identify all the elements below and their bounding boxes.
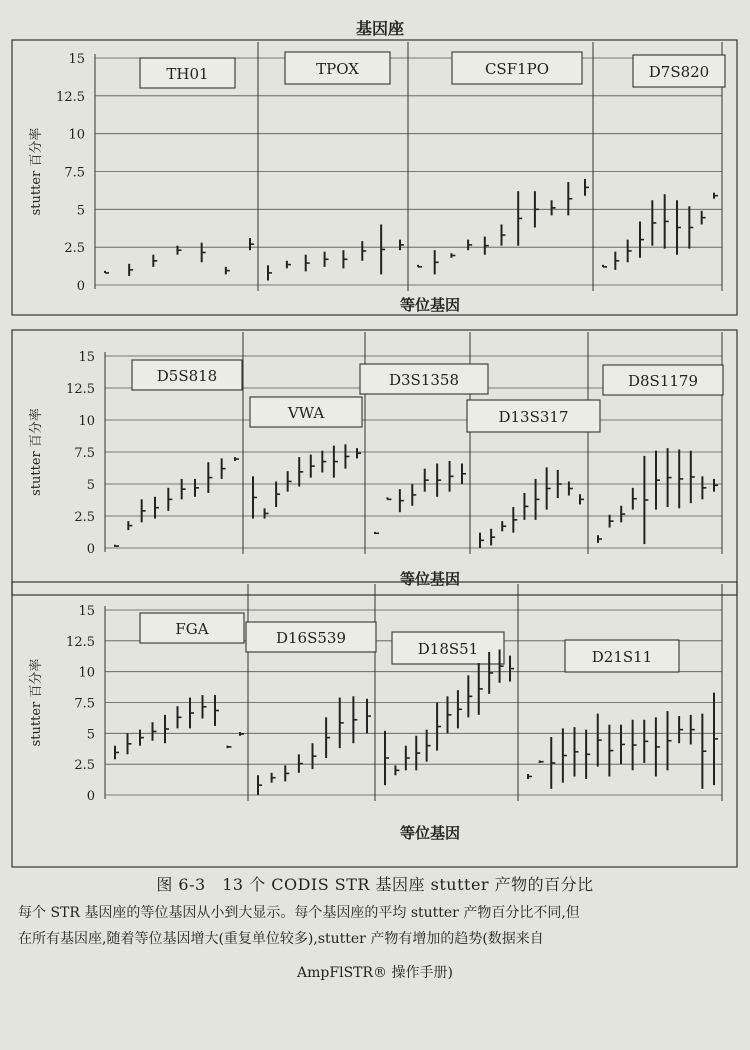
y-tick-label: 0 <box>76 279 85 294</box>
y-tick-label: 12.5 <box>66 382 95 397</box>
y-tick-label: 7.5 <box>74 446 95 461</box>
locus-label: TH01 <box>166 65 209 83</box>
y-tick-label: 5 <box>86 478 95 493</box>
y-tick-label: 10 <box>68 127 85 143</box>
chart-panel-2 <box>12 330 737 595</box>
locus-label: D7S820 <box>648 63 710 81</box>
locus-label: CSF1PO <box>484 60 550 78</box>
y-tick-label: 15 <box>78 604 95 619</box>
y-axis-label: stutter 百分率 <box>29 408 44 496</box>
chart-panel-3 <box>12 582 737 867</box>
locus-label: D21S11 <box>591 648 653 666</box>
y-tick-label: 12.5 <box>66 634 95 650</box>
y-tick-label: 0 <box>86 542 95 557</box>
locus-label: VWA <box>287 404 325 422</box>
y-tick-label: 15 <box>78 350 95 365</box>
y-tick-label: 15 <box>68 52 85 67</box>
locus-label: D13S317 <box>498 408 569 426</box>
y-tick-label: 12.5 <box>56 89 85 105</box>
locus-label: D3S1358 <box>388 371 460 389</box>
y-axis-label: stutter 百分率 <box>29 127 44 216</box>
chart-panel-1 <box>12 19 737 315</box>
y-tick-label: 2.5 <box>74 758 95 774</box>
y-tick-label: 5 <box>76 203 85 219</box>
locus-label: D8S1179 <box>627 372 699 390</box>
figure-caption-line-3: AmpFlSTR® 操作手册) <box>297 965 453 981</box>
x-axis-label: 等位基因 <box>399 296 461 314</box>
y-tick-label: 2.5 <box>64 241 85 257</box>
x-axis-label: 等位基因 <box>399 570 461 588</box>
y-tick-label: 10 <box>78 665 95 681</box>
y-tick-label: 7.5 <box>74 696 95 712</box>
locus-label: D18S51 <box>417 640 479 658</box>
figure-caption-line-1: 每个 STR 基因座的等位基因从小到大显示。每个基因座的平均 stutter 产物百分比不同,但 <box>18 905 580 921</box>
figure-caption-title: 图 6-3 13 个 CODIS STR 基因座 stutter 产物的百分比 <box>156 875 594 894</box>
y-axis-label: stutter 百分率 <box>29 658 44 747</box>
y-tick-label: 5 <box>86 727 95 743</box>
figure-caption-line-2: 在所有基因座,随着等位基因增大(重复单位较多),stutter 产物有增加的趋势(数据来自 <box>18 931 544 947</box>
y-tick-label: 10 <box>78 414 95 429</box>
locus-label: FGA <box>175 620 209 638</box>
y-tick-label: 2.5 <box>74 510 95 525</box>
y-tick-label: 7.5 <box>64 165 85 181</box>
chart-title: 基因座 <box>355 19 405 38</box>
locus-label: TPOX <box>316 60 359 78</box>
x-axis-label: 等位基因 <box>399 824 461 842</box>
locus-label: D16S539 <box>275 629 347 647</box>
y-tick-label: 0 <box>86 789 95 804</box>
locus-label: D5S818 <box>156 367 218 385</box>
